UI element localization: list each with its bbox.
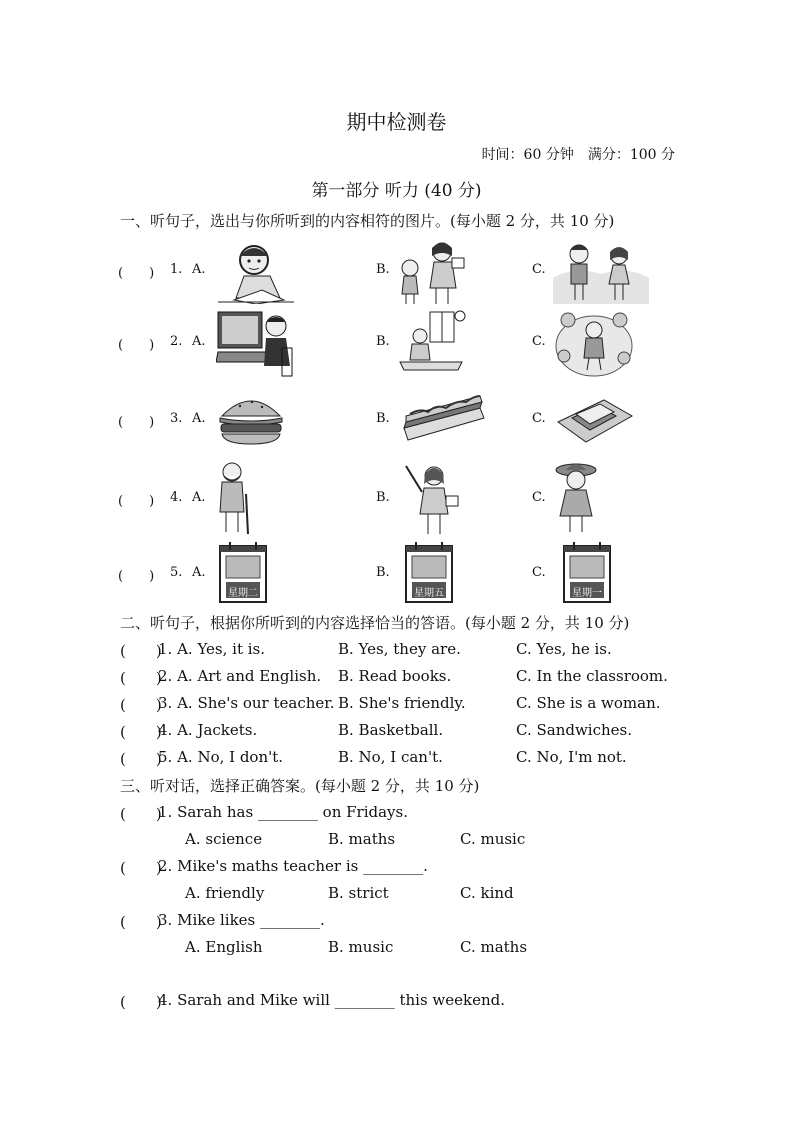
hamburger-icon[interactable]: [216, 392, 286, 448]
question-text: 3. Mike likes ________.: [158, 911, 325, 929]
option-c: C. music: [460, 830, 526, 848]
exam-meta: 时间：60 分钟 满分：100 分: [481, 147, 675, 163]
answer-blank[interactable]: ( ): [120, 696, 162, 714]
question-number: 4.: [170, 490, 183, 505]
boy-writing-icon[interactable]: [214, 238, 298, 304]
page-title: 期中检测卷: [346, 110, 447, 134]
option-c: C. kind: [460, 884, 514, 902]
option-c-label: C.: [532, 262, 546, 277]
answer-blank[interactable]: ( ): [118, 494, 155, 509]
option-a: 4. A. Jackets.: [158, 721, 258, 739]
answer-blank[interactable]: ( ): [120, 642, 162, 660]
option-b: B. Basketball.: [338, 721, 444, 739]
answer-blank[interactable]: ( ): [120, 805, 162, 823]
option-b-label: B.: [376, 565, 390, 580]
option-b-label: B.: [376, 490, 390, 505]
sandwich-icon[interactable]: [400, 388, 486, 450]
calendar-label: 星期二: [228, 588, 258, 599]
option-c-label: C.: [532, 334, 546, 349]
question-text: 1. Sarah has ________ on Fridays.: [158, 803, 408, 821]
bread-plate-icon[interactable]: [556, 392, 634, 446]
option-a-label: A.: [192, 490, 206, 505]
section1-heading: 一、听句子，选出与你所听到的内容相符的图片。(每小题 2 分，共 10 分): [120, 212, 615, 230]
answer-blank[interactable]: ( ): [120, 859, 162, 877]
calendar-icon[interactable]: [404, 540, 454, 604]
answer-blank[interactable]: ( ): [118, 569, 155, 584]
teacher-icon[interactable]: [402, 462, 462, 536]
girl-and-woman-icon[interactable]: [396, 238, 470, 306]
option-c: C. Yes, he is.: [516, 640, 612, 658]
answer-blank[interactable]: ( ): [120, 993, 162, 1011]
option-c: C. In the classroom.: [516, 667, 668, 685]
question-text: 2. Mike's maths teacher is ________.: [158, 857, 428, 875]
option-b: B. Yes, they are.: [338, 640, 461, 658]
option-a-label: A.: [192, 565, 206, 580]
calendar-label: 星期一: [572, 588, 602, 599]
question-text: 4. Sarah and Mike will ________ this weekend.: [158, 991, 506, 1009]
part-heading: 第一部分 听力 (40 分): [311, 181, 482, 201]
question-number: 5.: [170, 565, 183, 580]
option-a: A. science: [185, 830, 263, 848]
answer-blank[interactable]: ( ): [118, 266, 155, 281]
answer-blank[interactable]: ( ): [120, 669, 162, 687]
option-c: C. maths: [460, 938, 528, 956]
girl-with-hat-icon[interactable]: [554, 460, 600, 536]
option-b: B. maths: [328, 830, 396, 848]
answer-blank[interactable]: ( ): [120, 750, 162, 768]
option-a: 3. A. She's our teacher.: [158, 694, 335, 712]
option-c-label: C.: [532, 565, 546, 580]
section2-heading: 二、听句子，根据你所听到的内容选择恰当的答语。(每小题 2 分，共 10 分): [120, 614, 630, 632]
option-c: C. No, I'm not.: [516, 748, 627, 766]
option-a-label: A.: [192, 411, 206, 426]
option-a-label: A.: [192, 262, 206, 277]
option-b: B. No, I can't.: [338, 748, 443, 766]
girl-sweeping-icon[interactable]: [396, 306, 468, 378]
calendar-icon[interactable]: [218, 540, 268, 604]
option-c: C. Sandwiches.: [516, 721, 633, 739]
option-b-label: B.: [376, 334, 390, 349]
option-b-label: B.: [376, 411, 390, 426]
calendar-label: 星期五: [414, 588, 444, 599]
option-a-label: A.: [192, 334, 206, 349]
answer-blank[interactable]: ( ): [120, 913, 162, 931]
answer-blank[interactable]: ( ): [120, 723, 162, 741]
option-b: B. Read books.: [338, 667, 452, 685]
child-in-garden-icon[interactable]: [554, 306, 634, 378]
section3-heading: 三、听对话，选择正确答案。(每小题 2 分，共 10 分): [120, 777, 480, 795]
option-b: B. strict: [328, 884, 389, 902]
question-number: 2.: [170, 334, 183, 349]
old-man-icon[interactable]: [214, 460, 254, 536]
option-a: 1. A. Yes, it is.: [158, 640, 266, 658]
option-b-label: B.: [376, 262, 390, 277]
boy-and-girl-talking-icon[interactable]: [553, 238, 649, 304]
option-c-label: C.: [532, 490, 546, 505]
option-a: 2. A. Art and English.: [158, 667, 322, 685]
option-a: A. friendly: [185, 884, 265, 902]
answer-blank[interactable]: ( ): [118, 338, 155, 353]
calendar-icon[interactable]: [562, 540, 612, 604]
question-number: 1.: [170, 262, 183, 277]
option-c: C. She is a woman.: [516, 694, 661, 712]
option-c-label: C.: [532, 411, 546, 426]
question-number: 3.: [170, 411, 183, 426]
option-a: 5. A. No, I don't.: [158, 748, 284, 766]
option-a: A. English: [185, 938, 263, 956]
option-b: B. She's friendly.: [338, 694, 466, 712]
option-b: B. music: [328, 938, 394, 956]
answer-blank[interactable]: ( ): [118, 415, 155, 430]
boy-at-computer-icon[interactable]: [216, 308, 294, 378]
